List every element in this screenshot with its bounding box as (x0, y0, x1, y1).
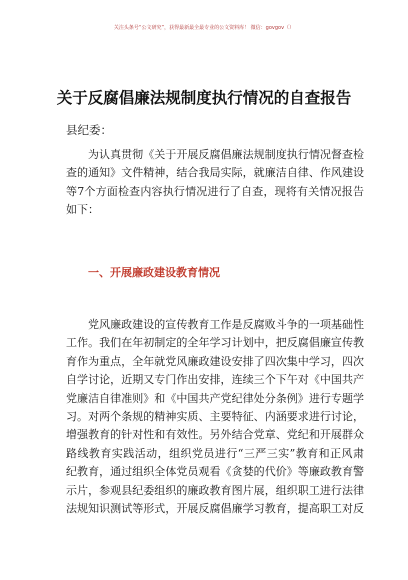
paragraph-line: 工作。我们在年初制定的全年学习计划中，把反腐倡廉宣传教 (66, 336, 364, 350)
paragraph-line: 为认真贯彻《关于开展反腐倡廉法规制度执行情况督查检 (88, 148, 364, 161)
paragraph-line: 法规知识测试等形式，开展反腐倡廉学习教育，提高职工对反 (66, 501, 364, 515)
paragraph-line: 等7个方面检查内容执行情况进行了自查，现将有关情况报告 (66, 184, 364, 198)
paragraph-line: 育作为重点，全年就党风廉政建设安排了四次集中学习，四次 (66, 354, 364, 368)
paragraph-line: 示片，参观县纪委组织的廉政教育图片展，组织职工进行法律 (66, 483, 364, 497)
addressee: 县纪委： (66, 123, 112, 137)
paragraph-line: 党廉洁自律准则》和《中国共产党纪律处分条例》进行专题学 (66, 391, 364, 405)
paragraph-line: 党风廉政建设的宣传教育工作是反腐败斗争的一项基础性 (88, 318, 364, 331)
section-heading: 一、开展廉政建设教育情况 (88, 266, 220, 279)
paragraph-line: 习。对两个条规的精神实质、主要特征、内涵要求进行讨论， (66, 409, 364, 423)
paragraph-line: 自学讨论，近期又专门作出安排，连续三个下午对《中国共产 (66, 373, 364, 387)
paragraph-line: 如下： (66, 203, 99, 217)
paragraph-line: 查的通知》文件精神，结合我局实际，就廉洁自律、作风建设 (66, 166, 364, 180)
paragraph-line: 路线教育实践活动，组织党员进行“三严三实”教育和正风肃 (66, 446, 364, 460)
header-banner: 关注头条号“公文研究”，获得最新最全最专业的公文资料库！ 微信：govgov（） (113, 25, 295, 31)
section-paragraph (66, 316, 364, 518)
paragraph-line: 增强教育的针对性和有效性。另外结合党章、党纪和开展群众 (66, 428, 364, 442)
document-title: 关于反腐倡廉法规制度执行情况的自查报告 (56, 88, 352, 107)
intro-paragraph (66, 146, 364, 220)
paragraph-line: 纪教育，通过组织全体党员观看《贪婪的代价》等廉政教育警 (66, 465, 364, 479)
